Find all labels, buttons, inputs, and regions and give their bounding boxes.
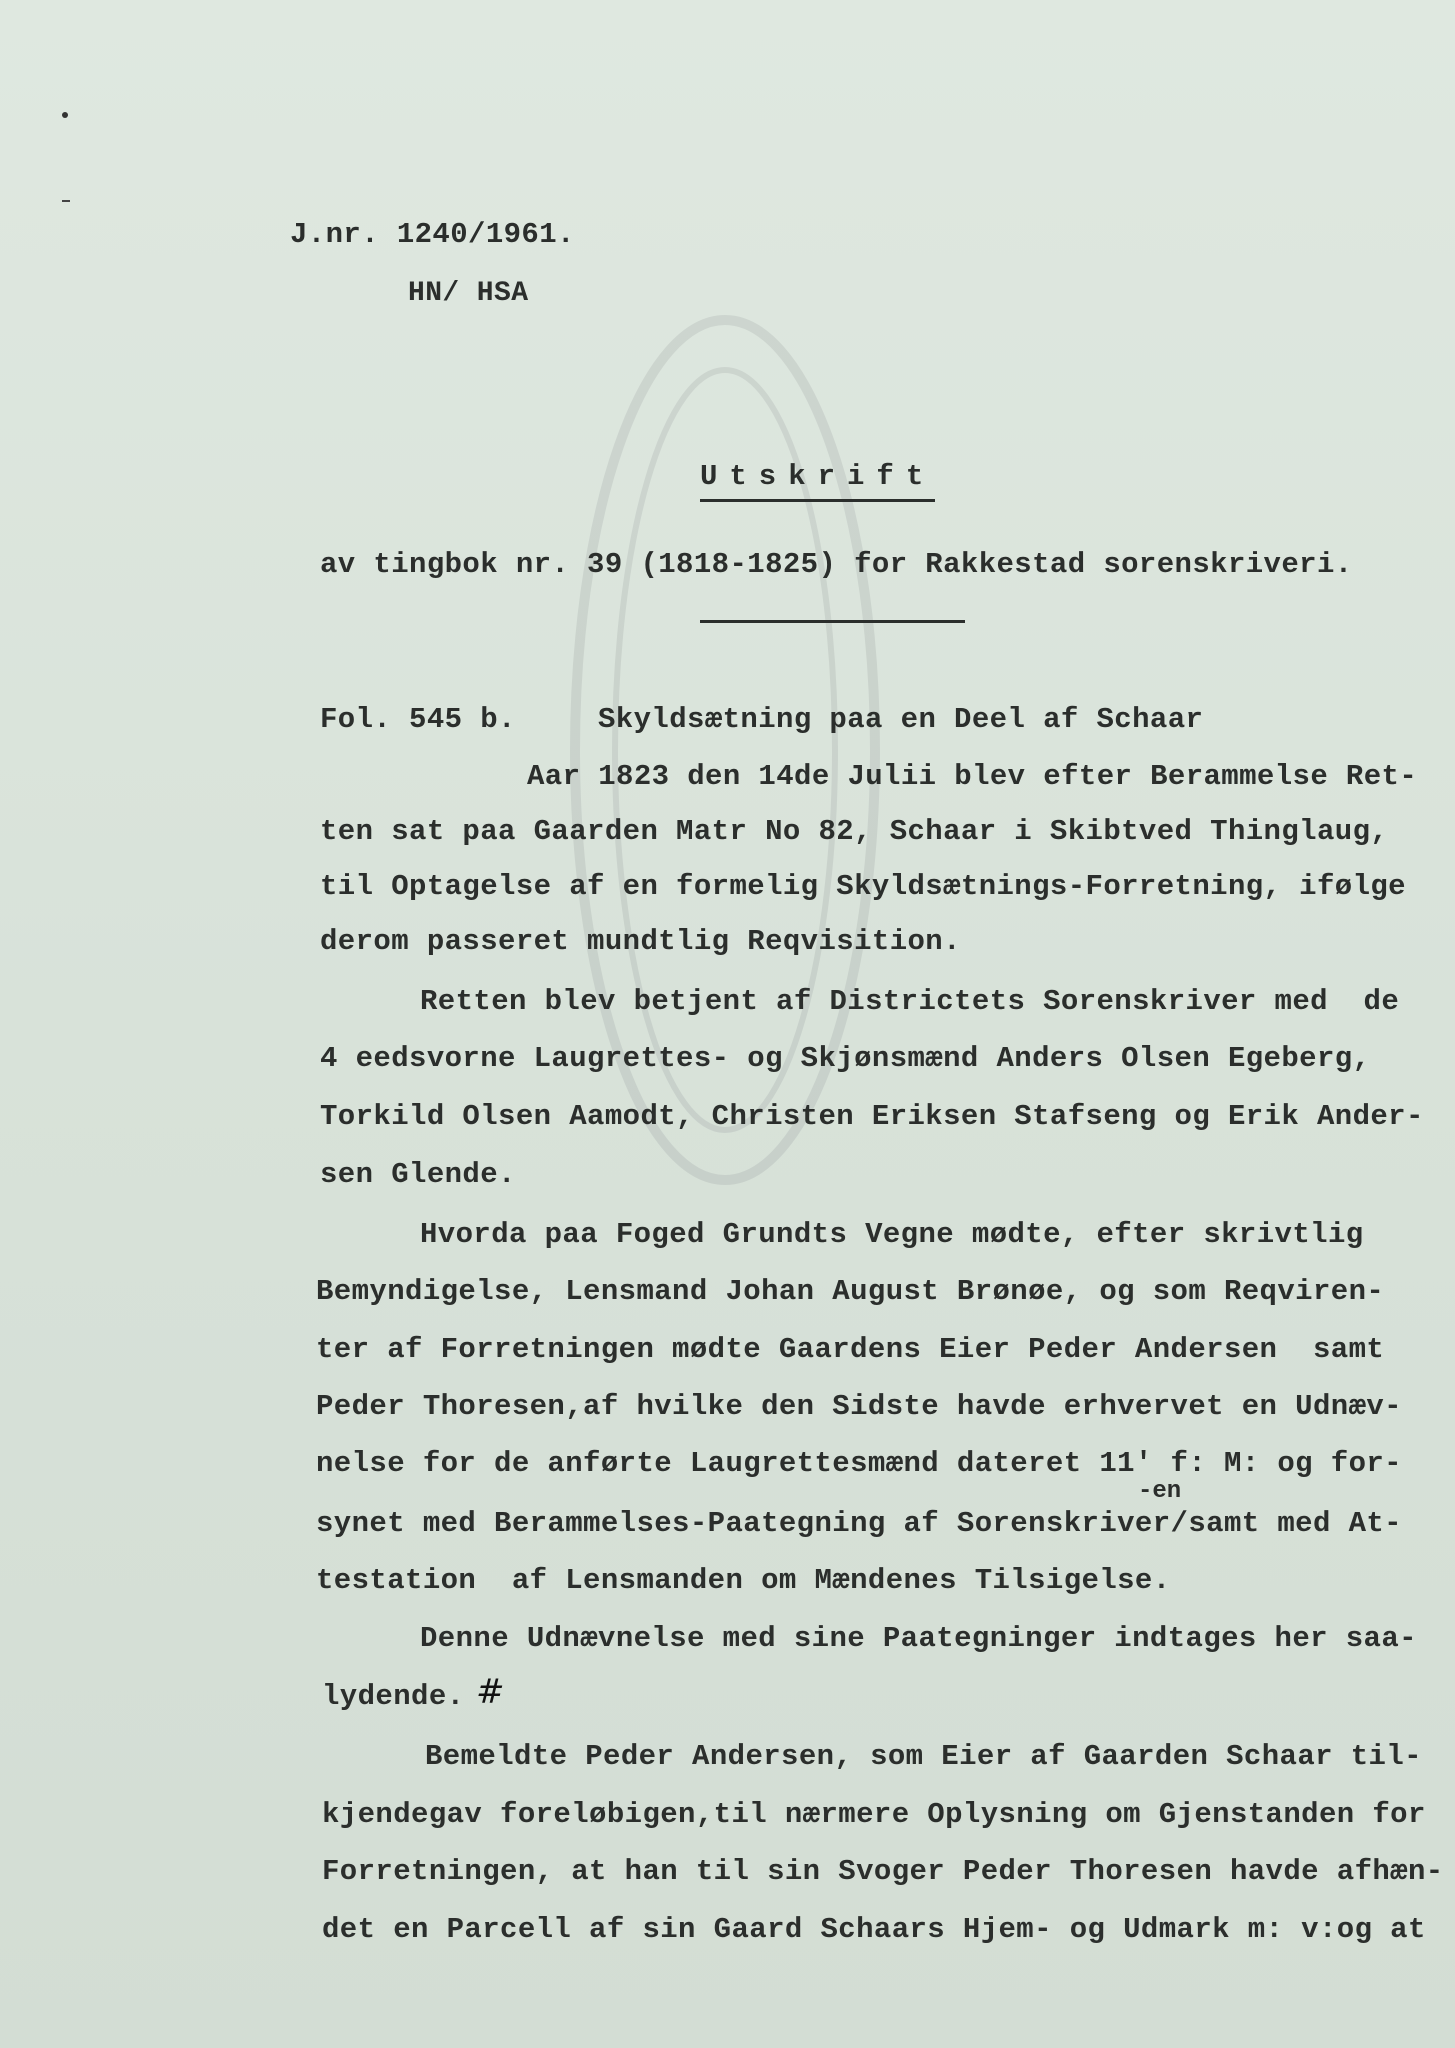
body-line: Denne Udnævnelse med sine Paategninger indtages her saa- bbox=[420, 1622, 1417, 1655]
subtitle: av tingbok nr. 39 (1818-1825) for Rakkestad sorenskriveri. bbox=[320, 548, 1353, 581]
punch-mark bbox=[62, 112, 68, 118]
body-line: Peder Thoresen,af hvilke den Sidste havde erhvervet en Udnæv- bbox=[316, 1390, 1402, 1423]
body-line: Aar 1823 den 14de Julii blev efter Berammelse Ret- bbox=[527, 760, 1418, 793]
document-title: Utskrift bbox=[700, 460, 935, 502]
body-line: ter af Forretningen mødte Gaardens Eier Peder Andersen samt bbox=[316, 1333, 1385, 1366]
body-line: kjendegav foreløbigen,til nærmere Oplysning om Gjenstanden for bbox=[322, 1798, 1426, 1831]
body-line: ten sat paa Gaarden Matr No 82, Schaar i Skibtved Thinglaug, bbox=[320, 815, 1389, 848]
body-line: Forretningen, at han til sin Svoger Peder Thoresen havde afhæn- bbox=[322, 1855, 1444, 1888]
body-line: 4 eedsvorne Laugrettes- og Skjønsmænd Anders Olsen Egeberg, bbox=[320, 1042, 1371, 1075]
body-line: derom passeret mundtlig Reqvisition. bbox=[320, 925, 961, 958]
body-line: sen Glende. bbox=[320, 1158, 516, 1191]
body-line: Bemyndigelse, Lensmand Johan August Brønøe, og som Reqviren- bbox=[316, 1275, 1385, 1308]
folio-heading: Skyldsætning paa en Deel af Schaar bbox=[598, 703, 1204, 736]
journal-number: J.nr. 1240/1961. bbox=[290, 218, 575, 251]
margin-dash bbox=[62, 200, 70, 202]
body-line: testation af Lensmanden om Mændenes Tilsigelse. bbox=[316, 1564, 1171, 1597]
body-line: Torkild Olsen Aamodt, Christen Eriksen Stafseng og Erik Ander- bbox=[320, 1100, 1424, 1133]
folio-label: Fol. 545 b. bbox=[320, 703, 516, 736]
handwritten-insertion: -en bbox=[1138, 1478, 1182, 1505]
body-line: det en Parcell af sin Gaard Schaars Hjem- og Udmark m: v:og at bbox=[322, 1913, 1426, 1946]
body-line: nelse for de anførte Laugrettesmænd dateret 11' f: M: og for- bbox=[316, 1447, 1402, 1480]
body-line: lydende. bbox=[322, 1680, 465, 1713]
body-line: Retten blev betjent af Districtets Sorenskriver med de bbox=[420, 985, 1400, 1018]
body-line: Bemeldte Peder Andersen, som Eier af Gaarden Schaar til- bbox=[425, 1740, 1422, 1773]
body-line: synet med Berammelses-Paategning af Sorenskriver/samt med At- bbox=[316, 1507, 1402, 1540]
divider-rule bbox=[700, 620, 965, 623]
initials: HN/ HSA bbox=[408, 278, 529, 309]
body-line: Hvorda paa Foged Grundts Vegne mødte, efter skrivtlig bbox=[420, 1218, 1364, 1251]
body-line: til Optagelse af en formelig Skyldsætnings-Forretning, ifølge bbox=[320, 870, 1406, 903]
handwritten-hash-mark: # bbox=[476, 1672, 505, 1712]
